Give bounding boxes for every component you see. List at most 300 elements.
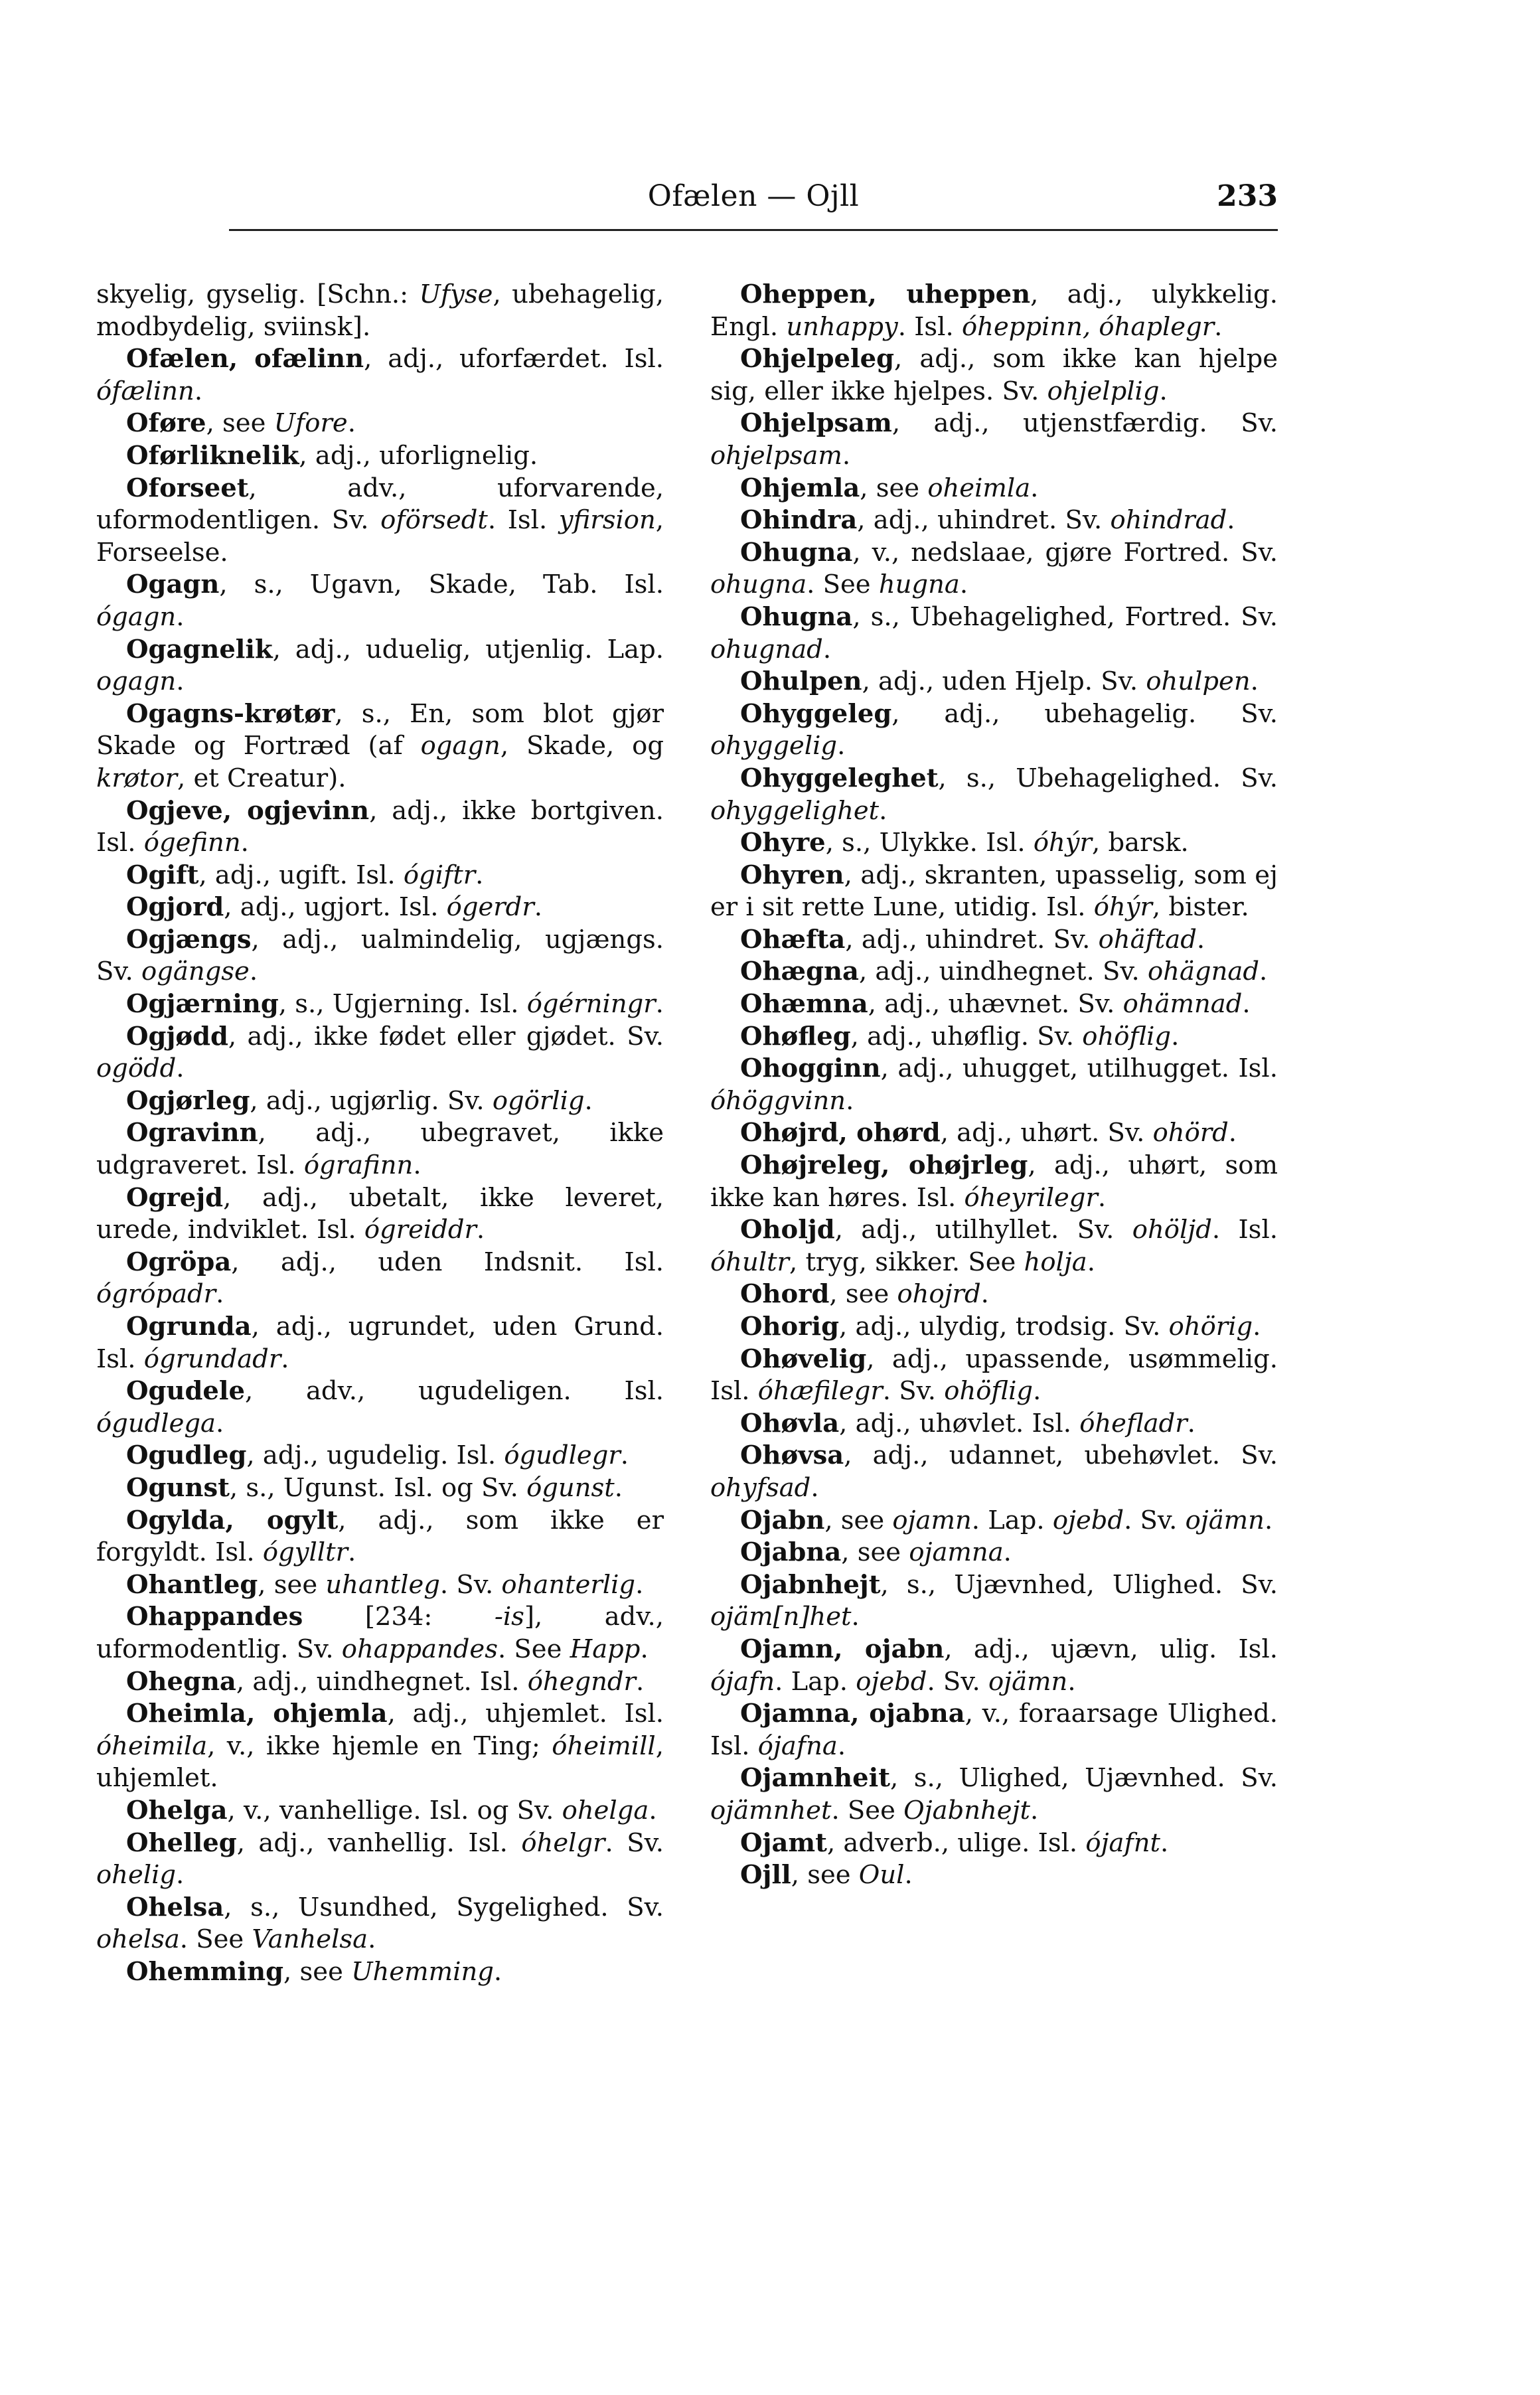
entry-text: , adj., vanhellig. Isl. bbox=[236, 1827, 522, 1858]
running-head: Ofælen — Ojll bbox=[647, 179, 860, 213]
entry-text: . bbox=[1159, 376, 1168, 406]
entry-headword: Ogrejd bbox=[126, 1182, 224, 1213]
entry-text: . bbox=[176, 601, 185, 632]
entry-text: , adj., ubetalt, ikke leveret, urede, indviklet. Isl. bbox=[96, 1182, 664, 1245]
entry-text: , barsk. bbox=[1091, 828, 1189, 858]
entry-text: . Lap. bbox=[775, 1666, 856, 1697]
dictionary-entry bbox=[710, 1150, 1278, 1214]
entry-text: , adj., uhørt, som ikke kan høres. Isl. bbox=[710, 1150, 1278, 1213]
entry-text: , adj., uden Indsnit. Isl. bbox=[231, 1247, 664, 1277]
entry-text: , s., Ugjerning. Isl. bbox=[278, 989, 527, 1020]
entry-italic-form: Ufyse bbox=[419, 279, 493, 309]
entry-text: . bbox=[640, 1634, 649, 1664]
entry-headword: Ojabnhejt bbox=[740, 1569, 881, 1600]
dictionary-entry bbox=[96, 440, 664, 473]
entry-italic-form: ógefinn bbox=[143, 828, 241, 858]
entry-text: , adj., ugjørlig. Sv. bbox=[250, 1085, 493, 1116]
entry-text: , adj., uhævnet. Sv. bbox=[868, 989, 1123, 1020]
entry-headword: Ogudele bbox=[126, 1376, 245, 1407]
entry-text: , tryg, sikker. See bbox=[789, 1247, 1024, 1277]
entry-headword: Ohøvsa bbox=[740, 1440, 844, 1471]
entry-text: , adj., ulydig, trodsig. Sv. bbox=[839, 1312, 1169, 1342]
entry-italic-form: ojamna bbox=[909, 1537, 1004, 1568]
entry-italic-form: ohörig bbox=[1168, 1312, 1253, 1342]
entry-text: . bbox=[614, 1472, 623, 1503]
entry-text: . bbox=[1030, 1795, 1039, 1825]
entry-italic-form: ógudlegr bbox=[504, 1440, 621, 1471]
dictionary-entry bbox=[710, 1408, 1278, 1440]
entry-headword: Ogift bbox=[126, 860, 199, 890]
dictionary-entry bbox=[710, 1537, 1278, 1569]
entry-italic-form: ohanterlig bbox=[501, 1569, 636, 1600]
entry-text: , adj., ugudelig. Isl. bbox=[246, 1440, 504, 1471]
dictionary-entry bbox=[710, 408, 1278, 472]
dictionary-entry bbox=[710, 1344, 1278, 1408]
entry-headword: Ohøvelig bbox=[740, 1344, 867, 1374]
entry-text: , v., nedslaae, gjøre Fortred. Sv. bbox=[852, 537, 1278, 568]
dictionary-entry bbox=[710, 473, 1278, 505]
entry-headword: Ogjord bbox=[126, 892, 224, 923]
dictionary-entry bbox=[710, 827, 1278, 860]
entry-text: , adj., som ikke er forgyldt. Isl. bbox=[96, 1505, 664, 1568]
dictionary-entry bbox=[96, 891, 664, 924]
entry-headword: Oførliknelik bbox=[126, 440, 299, 471]
entry-text: . bbox=[1087, 1247, 1095, 1277]
entry-headword: Ohogginn bbox=[740, 1053, 881, 1084]
entry-italic-form: Uhemming bbox=[351, 1956, 494, 1987]
entry-text: , v., foraarsage Ulighed. Isl. bbox=[710, 1699, 1278, 1761]
entry-italic-form: yfirsion bbox=[558, 505, 656, 536]
entry-text: , et Creatur). bbox=[177, 763, 346, 793]
entry-text: . Lap. bbox=[971, 1505, 1053, 1535]
entry-text: , adj., uhøvlet. Isl. bbox=[839, 1408, 1080, 1438]
entry-italic-form: óheimill bbox=[552, 1731, 656, 1761]
entry-italic-form: ohyggelighet bbox=[710, 795, 880, 826]
entry-text: , adj., uindhegnet. Isl. bbox=[236, 1666, 528, 1697]
entry-headword: Ohøfleg bbox=[740, 1021, 851, 1051]
entry-text: . bbox=[347, 1537, 356, 1568]
entry-text: . See bbox=[497, 1634, 570, 1664]
entry-text: . bbox=[240, 828, 249, 858]
entry-italic-form: ojäm[n]het bbox=[710, 1602, 852, 1632]
entry-text: . bbox=[1264, 1505, 1273, 1535]
entry-italic-form: óhýr bbox=[1093, 892, 1152, 923]
entry-text: . bbox=[1097, 1182, 1107, 1213]
entry-italic-form: ohugna bbox=[710, 570, 807, 600]
entry-headword: Ogagns-krøtør bbox=[126, 698, 335, 729]
entry-headword: Ohegna bbox=[126, 1666, 236, 1697]
entry-italic-form: -is bbox=[494, 1602, 524, 1632]
dictionary-entry bbox=[96, 1698, 664, 1795]
entry-italic-form: krøtor bbox=[96, 763, 177, 793]
dictionary-entry bbox=[710, 1505, 1278, 1537]
entry-italic-form: óhöggvinn bbox=[710, 1085, 846, 1116]
dictionary-entry bbox=[710, 666, 1278, 698]
entry-text: , adj., ualmindelig, ugjængs. Sv. bbox=[96, 924, 664, 987]
dictionary-entry bbox=[710, 956, 1278, 988]
entry-italic-form: holja bbox=[1024, 1247, 1087, 1277]
dictionary-entry bbox=[96, 1440, 664, 1472]
entry-italic-form: ogörlig bbox=[492, 1085, 585, 1116]
dictionary-entry bbox=[710, 1117, 1278, 1150]
entry-italic-form: ojebd bbox=[856, 1666, 927, 1697]
entry-text: . See bbox=[807, 570, 879, 600]
entry-italic-form: ojämn bbox=[988, 1666, 1068, 1697]
entry-text: , see bbox=[791, 1860, 859, 1891]
entry-text: , adj., ikke fødet eller gjødet. Sv. bbox=[228, 1021, 664, 1051]
entry-italic-form: ojämn bbox=[1185, 1505, 1265, 1535]
entry-headword: Ofælen, ofælinn bbox=[126, 344, 364, 374]
entry-italic-form: ohörd bbox=[1152, 1118, 1229, 1148]
entry-text: . bbox=[476, 1215, 485, 1245]
entry-headword: Ohyre bbox=[740, 828, 826, 858]
entry-headword: Ohyggeleghet bbox=[740, 763, 939, 793]
entry-text: . bbox=[194, 376, 203, 406]
right-column bbox=[710, 279, 1278, 1892]
entry-italic-form: ójafn bbox=[710, 1666, 775, 1697]
page-number: 233 bbox=[1217, 179, 1278, 213]
entry-text: . Sv. bbox=[605, 1827, 664, 1858]
entry-headword: Ohindra bbox=[740, 505, 858, 536]
entry-italic-form: óheimila bbox=[96, 1731, 208, 1761]
dictionary-entry bbox=[710, 988, 1278, 1021]
entry-text: , see bbox=[283, 1956, 352, 1987]
entry-italic-form: ohelga bbox=[562, 1795, 649, 1825]
dictionary-entry bbox=[96, 1085, 664, 1118]
entry-headword: Ohyggeleg bbox=[740, 698, 892, 729]
entry-text: . bbox=[176, 666, 185, 697]
entry-text: . bbox=[215, 1408, 224, 1438]
entry-italic-form: ójafna bbox=[757, 1731, 838, 1761]
dictionary-entry bbox=[96, 1795, 664, 1827]
dictionary-entry bbox=[96, 1247, 664, 1311]
entry-text: , s., Ubehagelighed, Fortred. Sv. bbox=[852, 601, 1278, 632]
entry-headword: Ojll bbox=[740, 1860, 791, 1891]
entry-text: , see bbox=[829, 1279, 897, 1310]
entry-italic-form: ohöljd bbox=[1132, 1215, 1212, 1245]
entry-text: . Isl. bbox=[487, 505, 559, 536]
entry-headword: Ohøvla bbox=[740, 1408, 840, 1438]
dictionary-entry bbox=[96, 988, 664, 1021]
entry-italic-form: ohäftad bbox=[1098, 924, 1197, 955]
dictionary-entry bbox=[710, 601, 1278, 666]
entry-italic-form: ogängse bbox=[141, 957, 250, 987]
entry-italic-form: ohojrd bbox=[897, 1279, 981, 1310]
dictionary-entry bbox=[96, 1892, 664, 1956]
entry-italic-form: ohägnad bbox=[1148, 957, 1259, 987]
entry-text: . Sv. bbox=[882, 1376, 945, 1407]
entry-italic-form: óhýr bbox=[1033, 828, 1092, 858]
entry-text: skyelig, gyselig. [Schn.: bbox=[96, 279, 420, 309]
dictionary-entry bbox=[710, 1762, 1278, 1827]
entry-headword: Ohord bbox=[740, 1279, 830, 1310]
entry-text: , s., Ujævnhed, Ulighed. Sv. bbox=[880, 1569, 1278, 1600]
entry-text: . bbox=[1228, 1118, 1237, 1148]
entry-text: . Isl. bbox=[897, 311, 962, 342]
entry-headword: Ohjemla bbox=[740, 473, 860, 503]
dictionary-entry bbox=[710, 1214, 1278, 1278]
entry-text: . bbox=[620, 1440, 629, 1471]
dictionary-entry bbox=[96, 1505, 664, 1569]
entry-text: . bbox=[368, 1924, 376, 1955]
dictionary-entry bbox=[96, 1375, 664, 1440]
entry-italic-form: ohöflig bbox=[1082, 1021, 1172, 1051]
entry-headword: Ohulpen bbox=[740, 666, 862, 697]
entry-italic-form: óhefladr bbox=[1079, 1408, 1188, 1438]
entry-text: . bbox=[959, 570, 968, 600]
entry-italic-form: ogagn bbox=[96, 666, 177, 697]
entry-italic-form: ohindrad bbox=[1110, 505, 1227, 536]
dictionary-entry bbox=[710, 537, 1278, 601]
dictionary-entry bbox=[710, 1440, 1278, 1504]
dictionary-entry bbox=[96, 569, 664, 633]
entry-headword: Ojamnheit bbox=[740, 1763, 891, 1794]
entry-text: , adj., ulykkelig. Engl. bbox=[710, 279, 1278, 342]
entry-italic-form: ojebd bbox=[1052, 1505, 1124, 1535]
entry-headword: Ohæmna bbox=[740, 989, 868, 1020]
entry-text: , adj., uindhegnet. Sv. bbox=[858, 957, 1148, 987]
entry-text: . bbox=[842, 440, 851, 471]
entry-headword: Ohjelpsam bbox=[740, 408, 892, 439]
dictionary-entry bbox=[710, 860, 1278, 924]
entry-headword: Ohelga bbox=[126, 1795, 228, 1825]
entry-italic-form: hugna bbox=[878, 570, 960, 600]
entry-italic-form: oförsedt bbox=[380, 505, 488, 536]
entry-headword: Ogudleg bbox=[126, 1440, 247, 1471]
entry-headword: Ojamn, ojabn bbox=[740, 1634, 945, 1664]
entry-italic-form: ójafnt bbox=[1085, 1827, 1160, 1858]
entry-text: , Forseelse. bbox=[96, 505, 664, 568]
entry-text: . bbox=[1214, 311, 1223, 342]
entry-text: . bbox=[879, 795, 887, 826]
entry-headword: Ohelleg bbox=[126, 1827, 237, 1858]
entry-text: , see bbox=[841, 1537, 909, 1568]
entry-italic-form: ógrópadr bbox=[96, 1279, 216, 1310]
dictionary-entry bbox=[710, 504, 1278, 537]
entry-text: . bbox=[1003, 1537, 1012, 1568]
entry-italic-form: ohugnad bbox=[710, 634, 823, 664]
dictionary-entry bbox=[96, 634, 664, 698]
entry-italic-form: ógrafinn bbox=[303, 1150, 414, 1181]
dictionary-entry bbox=[710, 1021, 1278, 1053]
entry-italic-form: ohyggelig bbox=[710, 731, 838, 761]
entry-text: [234: bbox=[303, 1602, 495, 1632]
entry-text: , adj., uden Hjelp. Sv. bbox=[862, 666, 1146, 697]
entry-italic-form: Ufore bbox=[273, 408, 348, 439]
entry-headword: Ohorig bbox=[740, 1312, 840, 1342]
entry-headword: Ohemming bbox=[126, 1956, 284, 1987]
entry-text: , adj., uduelig, utjenlig. Lap. bbox=[272, 634, 664, 664]
entry-italic-form: ohjelplig bbox=[1047, 376, 1160, 406]
entry-headword: Oheppen, uheppen bbox=[740, 279, 1031, 309]
entry-headword: Ohantleg bbox=[126, 1569, 258, 1600]
entry-text: , s., Ulighed, Ujævnhed. Sv. bbox=[890, 1763, 1278, 1794]
entry-italic-form: óhæfilegr bbox=[757, 1376, 883, 1407]
entry-headword: Ohjelpeleg bbox=[740, 344, 895, 374]
entry-text: . See bbox=[831, 1795, 904, 1825]
dictionary-entry bbox=[96, 924, 664, 988]
dictionary-entry bbox=[710, 1634, 1278, 1698]
entry-italic-form: óhelgr bbox=[521, 1827, 605, 1858]
entry-text: . Sv. bbox=[439, 1569, 502, 1600]
entry-italic-form: ógylltr bbox=[262, 1537, 348, 1568]
dictionary-entry bbox=[96, 1666, 664, 1699]
dictionary-entry bbox=[710, 698, 1278, 763]
entry-text: , adj., uhørt. Sv. bbox=[940, 1118, 1153, 1148]
entry-text: . See bbox=[179, 1924, 252, 1955]
left-column bbox=[96, 279, 664, 1988]
entry-text: . Isl. bbox=[1211, 1215, 1278, 1245]
entry-headword: Ogravinn bbox=[126, 1118, 258, 1148]
entry-headword: Ohugna bbox=[740, 601, 853, 632]
entry-text: , adj., ugrundet, uden Grund. Isl. bbox=[96, 1312, 664, 1374]
entry-text: , s., Ugunst. Isl. og Sv. bbox=[229, 1472, 527, 1503]
entry-text: , adj., uforlignelig. bbox=[299, 440, 538, 471]
entry-italic-form: Happ bbox=[570, 1634, 641, 1664]
entry-text: , v., ikke hjemle en Ting; bbox=[207, 1731, 552, 1761]
entry-text: , adj., uhugget, utilhugget. Isl. bbox=[880, 1053, 1278, 1084]
entry-italic-form: ohelsa bbox=[96, 1924, 180, 1955]
entry-text: , s., Usundhed, Sygelighed. Sv. bbox=[224, 1892, 664, 1922]
entry-text: . bbox=[1242, 989, 1251, 1020]
entry-text: , adj., som ikke kan hjelpe sig, eller ikke hjelpes. Sv. bbox=[710, 344, 1278, 406]
entry-headword: Ogjængs bbox=[126, 924, 252, 955]
dictionary-entry bbox=[710, 1827, 1278, 1860]
dictionary-entry bbox=[96, 1021, 664, 1085]
page-header bbox=[229, 179, 1278, 232]
entry-italic-form: ogödd bbox=[96, 1053, 177, 1084]
dictionary-entry bbox=[96, 1311, 664, 1375]
entry-text: . bbox=[1196, 924, 1205, 955]
entry-text: , adj., upassende, usømmelig. Isl. bbox=[710, 1344, 1278, 1407]
entry-italic-form: óheppinn, óhaplegr bbox=[961, 311, 1215, 342]
entry-text: , adj., ujævn, ulig. Isl. bbox=[944, 1634, 1278, 1664]
entry-italic-form: ohelig bbox=[96, 1860, 177, 1891]
entry-italic-form: Vanhelsa bbox=[252, 1924, 368, 1955]
entry-text: . bbox=[822, 634, 832, 664]
entry-headword: Ogjærning bbox=[126, 989, 279, 1020]
header-rule bbox=[229, 229, 1278, 231]
entry-italic-form: uhantleg bbox=[325, 1569, 440, 1600]
entry-text: . bbox=[534, 892, 542, 923]
entry-italic-form: ojamn bbox=[892, 1505, 972, 1535]
entry-italic-form: ógérningr bbox=[526, 989, 656, 1020]
entry-italic-form: ógreiddr bbox=[364, 1215, 477, 1245]
entry-italic-form: ógagn bbox=[96, 601, 177, 632]
entry-text: , bister. bbox=[1152, 892, 1249, 923]
entry-text: . bbox=[635, 1666, 645, 1697]
entry-italic-form: ohulpen bbox=[1146, 666, 1251, 697]
entry-italic-form: ógerdr bbox=[446, 892, 534, 923]
entry-italic-form: Oul bbox=[858, 1860, 905, 1891]
dictionary-entry bbox=[96, 473, 664, 570]
entry-text: , adj., uhindret. Sv. bbox=[845, 924, 1099, 955]
entry-headword: Ohæfta bbox=[740, 924, 846, 955]
entry-text: . bbox=[176, 1860, 185, 1891]
entry-headword: Ojamna, ojabna bbox=[740, 1699, 965, 1729]
entry-text: . bbox=[846, 1085, 854, 1116]
entry-text: . bbox=[1171, 1021, 1180, 1051]
entry-italic-form: ógiftr bbox=[403, 860, 476, 890]
entry-text: . bbox=[1250, 666, 1259, 697]
entry-text: . bbox=[281, 1344, 289, 1374]
entry-text: . bbox=[837, 1731, 846, 1761]
dictionary-entry bbox=[96, 343, 664, 408]
dictionary-entry bbox=[96, 1601, 664, 1665]
entry-headword: Ojamt bbox=[740, 1827, 827, 1858]
entry-italic-form: óhegndr bbox=[527, 1666, 636, 1697]
entry-text: . bbox=[493, 1956, 502, 1987]
entry-headword: Ojabn bbox=[740, 1505, 825, 1535]
entry-italic-form: óheyrilegr bbox=[964, 1182, 1098, 1213]
entry-italic-form: ófælinn bbox=[96, 376, 194, 406]
dictionary-entry bbox=[710, 279, 1278, 343]
entry-italic-form: ohyfsad bbox=[710, 1472, 811, 1503]
entry-text: , adj., ikke bortgiven. Isl. bbox=[96, 795, 664, 858]
entry-text: , uhjemlet. bbox=[96, 1731, 664, 1794]
entry-headword: Ohøjreleg, ohøjrleg bbox=[740, 1150, 1028, 1181]
entry-text: . bbox=[837, 731, 846, 761]
entry-text: , adj., uforfærdet. Isl. bbox=[364, 344, 664, 374]
dictionary-entry bbox=[96, 1472, 664, 1505]
dictionary-entry bbox=[710, 343, 1278, 408]
entry-headword: Ohøjrd, ohørd bbox=[740, 1118, 941, 1148]
entry-italic-form: ohappandes bbox=[341, 1634, 498, 1664]
entry-italic-form: Ojabnhejt bbox=[903, 1795, 1030, 1825]
dictionary-entry bbox=[96, 1956, 664, 1989]
entry-text: , adj., uhjemlet. Isl. bbox=[387, 1699, 664, 1729]
entry-text: , adj., ugjort. Isl. bbox=[224, 892, 447, 923]
dictionary-entry bbox=[96, 795, 664, 860]
entry-text: . bbox=[635, 1569, 644, 1600]
entry-text: . bbox=[1030, 473, 1039, 503]
dictionary-entry bbox=[710, 1053, 1278, 1117]
dictionary-entry bbox=[96, 1117, 664, 1182]
entry-headword: Ogjeve, ogjevinn bbox=[126, 795, 370, 826]
entry-text: . bbox=[1227, 505, 1235, 536]
entry-text: . bbox=[1160, 1827, 1169, 1858]
entry-text: , adv., ugudeligen. Isl. bbox=[244, 1376, 664, 1407]
entry-text: , adj., utilhyllet. Sv. bbox=[834, 1215, 1132, 1245]
entry-headword: Ojabna bbox=[740, 1537, 842, 1568]
entry-italic-form: ohöflig bbox=[944, 1376, 1034, 1407]
entry-text: . Sv. bbox=[927, 1666, 988, 1697]
entry-italic-form: ógunst bbox=[526, 1472, 615, 1503]
entry-text: . bbox=[851, 1602, 860, 1632]
entry-headword: Ohappandes bbox=[126, 1602, 303, 1632]
entry-text: , Skade, og bbox=[500, 731, 664, 761]
entry-text: . bbox=[347, 408, 356, 439]
entry-italic-form: oheimla bbox=[927, 473, 1031, 503]
entry-headword: Ogjødd bbox=[126, 1021, 228, 1051]
entry-italic-form: unhappy bbox=[786, 311, 898, 342]
dictionary-entry bbox=[96, 698, 664, 795]
entry-text: , adverb., ulige. Isl. bbox=[826, 1827, 1086, 1858]
entry-italic-form: ojämnhet bbox=[710, 1795, 832, 1825]
entry-text: . bbox=[810, 1472, 819, 1503]
entry-text: , adj., utjenstfærdig. Sv. bbox=[891, 408, 1278, 439]
dictionary-entry bbox=[710, 1278, 1278, 1311]
entry-text: . bbox=[655, 989, 664, 1020]
entry-headword: Ogylda, ogylt bbox=[126, 1505, 339, 1535]
dictionary-entry bbox=[96, 1182, 664, 1247]
dictionary-entry bbox=[96, 860, 664, 892]
entry-headword: Oføre bbox=[126, 408, 206, 439]
entry-text: , ubehagelig, modbydelig, sviinsk]. bbox=[96, 279, 664, 342]
entry-headword: Ohelsa bbox=[126, 1892, 224, 1922]
entry-text: . bbox=[176, 1053, 185, 1084]
dictionary-entry bbox=[96, 1827, 664, 1892]
